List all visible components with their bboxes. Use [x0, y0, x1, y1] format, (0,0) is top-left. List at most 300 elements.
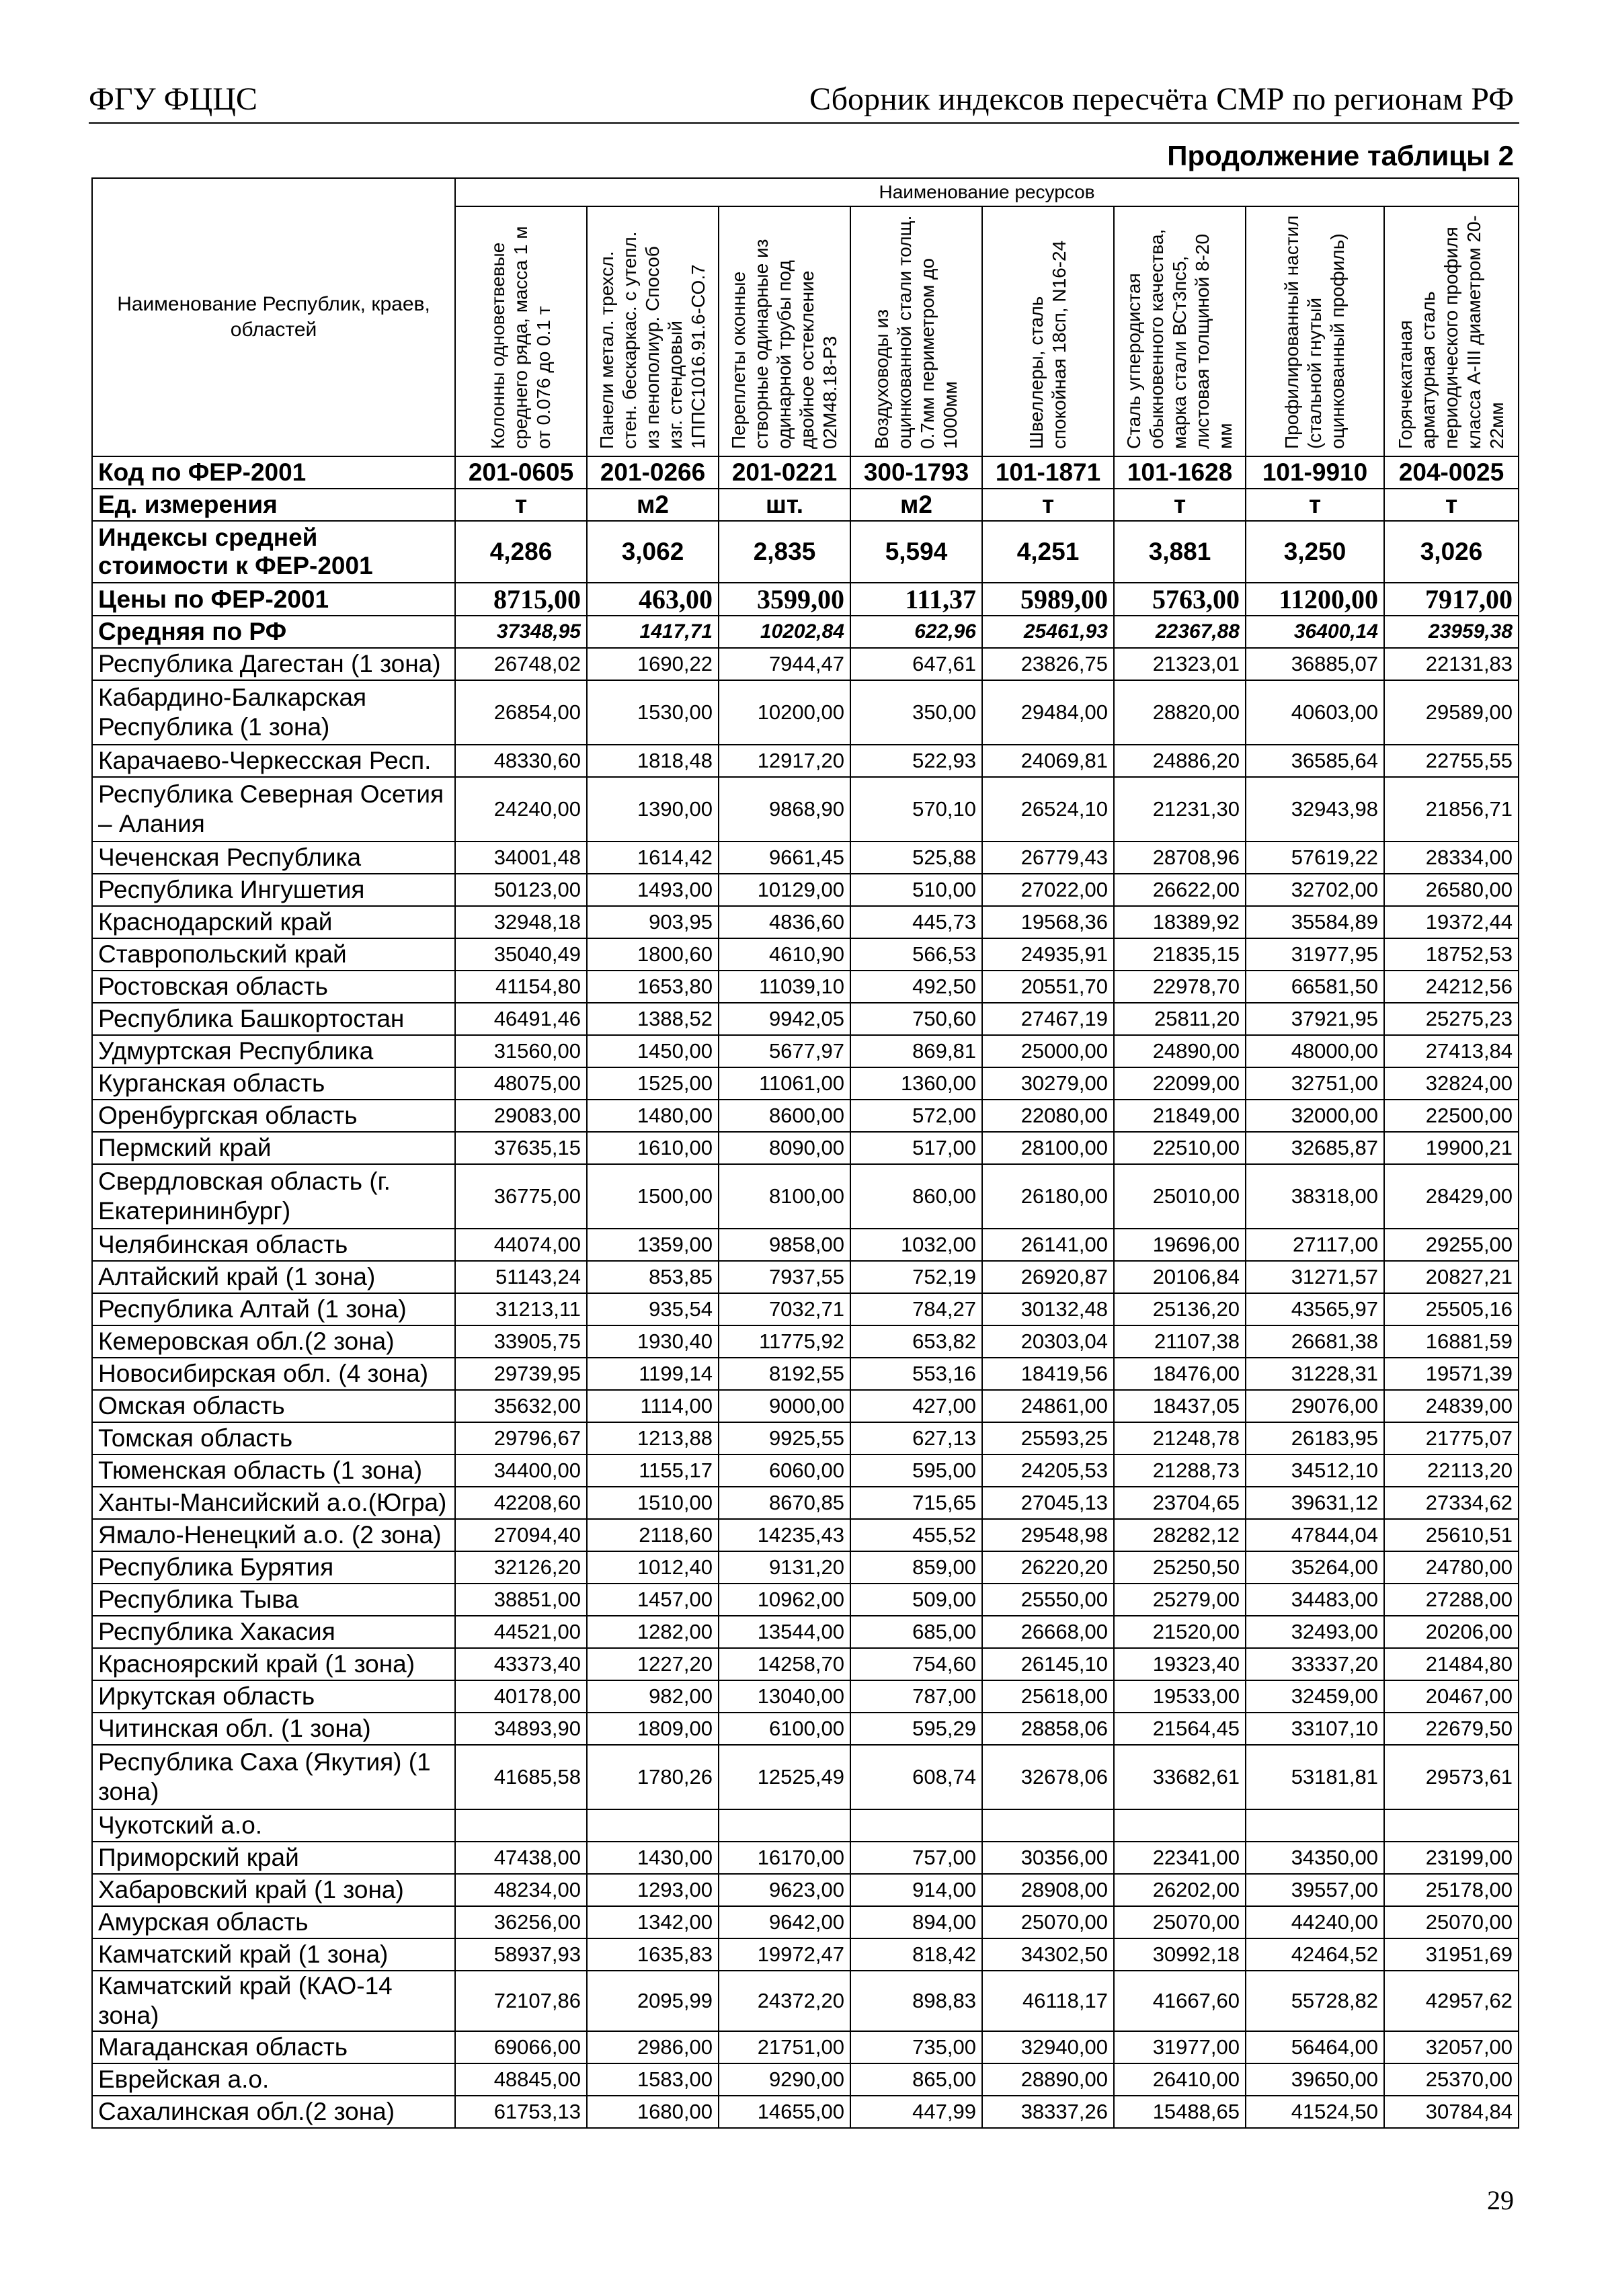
region-name: Краснодарский край — [92, 906, 455, 938]
cell-value: 23199,00 — [1384, 1842, 1519, 1874]
page-number: 29 — [1487, 2185, 1514, 2215]
region-name: Томская область — [92, 1422, 455, 1454]
cell-value: 11775,92 — [719, 1325, 850, 1358]
region-name: Магаданская область — [92, 2031, 455, 2063]
region-name-header: Наименование Республик, краев, областей — [92, 178, 455, 456]
cell-value: 9623,00 — [719, 1874, 850, 1906]
cell-value: 1800,60 — [587, 938, 719, 971]
table-row — [92, 874, 1519, 906]
cell-value: 9642,00 — [719, 1906, 850, 1938]
cell-value: 982,00 — [587, 1680, 719, 1713]
resource-average: 22367,88 — [1114, 616, 1246, 648]
cell-value: 1818,48 — [587, 745, 719, 777]
cell-value: 24069,81 — [982, 745, 1114, 777]
cell-value: 61753,13 — [455, 2096, 587, 2128]
cell-value: 22131,83 — [1384, 648, 1519, 680]
cell-value: 9925,55 — [719, 1422, 850, 1454]
region-name: Ставропольский край — [92, 938, 455, 971]
region-name: Республика Хакасия — [92, 1616, 455, 1648]
cell-value: 11039,10 — [719, 971, 850, 1003]
cell-value: 914,00 — [850, 1874, 982, 1906]
cell-value: 7937,55 — [719, 1261, 850, 1293]
cell-value: 30784,84 — [1384, 2096, 1519, 2128]
resource-unit: т — [1384, 489, 1519, 521]
cell-value: 1780,26 — [587, 1745, 719, 1809]
resource-average: 1417,71 — [587, 616, 719, 648]
cell-value: 18437,05 — [1114, 1390, 1246, 1422]
cell-value: 19323,40 — [1114, 1648, 1246, 1680]
cell-value: 33905,75 — [455, 1325, 587, 1358]
cell-value: 66581,50 — [1246, 971, 1384, 1003]
region-name: Удмуртская Республика — [92, 1035, 455, 1067]
cell-value: 48330,60 — [455, 745, 587, 777]
cell-value: 1614,42 — [587, 842, 719, 874]
cell-value: 19696,00 — [1114, 1229, 1246, 1261]
cell-value: 21484,80 — [1384, 1648, 1519, 1680]
resource-code: 101-9910 — [1246, 456, 1384, 489]
cell-value — [587, 1809, 719, 1842]
cell-value: 35264,00 — [1246, 1551, 1384, 1584]
price-label: Цены по ФЕР-2001 — [92, 583, 455, 616]
resource-unit: т — [1114, 489, 1246, 521]
cell-value: 18419,56 — [982, 1358, 1114, 1390]
cell-value: 43565,97 — [1246, 1293, 1384, 1325]
cell-value: 24780,00 — [1384, 1551, 1519, 1584]
cell-value: 33337,20 — [1246, 1648, 1384, 1680]
cell-value: 42464,52 — [1246, 1938, 1384, 1971]
cell-value: 32126,20 — [455, 1551, 587, 1584]
resource-price: 11200,00 — [1246, 583, 1384, 616]
cell-value: 32940,00 — [982, 2031, 1114, 2063]
region-name: Хабаровский край (1 зона) — [92, 1874, 455, 1906]
cell-value: 18752,53 — [1384, 938, 1519, 971]
table-row — [92, 1454, 1519, 1487]
column-header-text: Панели метал. трехсл. стен. бескаркас. с утепл. из пенополиур. Способ изг. стендовый 1ППС1016.91.6-СО.7 — [596, 231, 709, 449]
cell-value: 22341,00 — [1114, 1842, 1246, 1874]
cell-value: 21288,73 — [1114, 1454, 1246, 1487]
cell-value: 2986,00 — [587, 2031, 719, 2063]
cell-value: 26779,43 — [982, 842, 1114, 874]
cell-value: 566,53 — [850, 938, 982, 971]
column-header — [982, 206, 1114, 456]
cell-value: 570,10 — [850, 777, 982, 842]
cell-value: 22113,20 — [1384, 1454, 1519, 1487]
cell-value: 32493,00 — [1246, 1616, 1384, 1648]
cell-value: 32702,00 — [1246, 874, 1384, 906]
cell-value: 22978,70 — [1114, 971, 1246, 1003]
cell-value: 13040,00 — [719, 1680, 850, 1713]
cell-value: 25136,20 — [1114, 1293, 1246, 1325]
resource-average: 37348,95 — [455, 616, 587, 648]
cell-value — [1246, 1809, 1384, 1842]
cell-value: 15488,65 — [1114, 2096, 1246, 2128]
table-row — [92, 1132, 1519, 1164]
cell-value — [1384, 1809, 1519, 1842]
column-header — [455, 206, 587, 456]
cell-value: 34400,00 — [455, 1454, 587, 1487]
cell-value: 10962,00 — [719, 1584, 850, 1616]
cell-value: 26668,00 — [982, 1616, 1114, 1648]
cell-value: 32459,00 — [1246, 1680, 1384, 1713]
cell-value: 31213,11 — [455, 1293, 587, 1325]
region-name: Чукотский а.о. — [92, 1809, 455, 1842]
resource-index: 2,835 — [719, 521, 850, 583]
cell-value: 19568,36 — [982, 906, 1114, 938]
table-row — [92, 1809, 1519, 1842]
cell-value: 21520,00 — [1114, 1616, 1246, 1648]
resource-average: 25461,93 — [982, 616, 1114, 648]
cell-value: 9868,90 — [719, 777, 850, 842]
column-header-text: Профилированный настил (стальной гнутый оцинкованный профиль) — [1281, 215, 1348, 449]
cell-value: 18476,00 — [1114, 1358, 1246, 1390]
cell-value: 26141,00 — [982, 1229, 1114, 1261]
cell-value: 20827,21 — [1384, 1261, 1519, 1293]
resource-code: 101-1628 — [1114, 456, 1246, 489]
cell-value: 40603,00 — [1246, 680, 1384, 745]
cell-value: 653,82 — [850, 1325, 982, 1358]
cell-value: 14235,43 — [719, 1519, 850, 1551]
cell-value: 859,00 — [850, 1551, 982, 1584]
cell-value: 56464,00 — [1246, 2031, 1384, 2063]
cell-value: 1457,00 — [587, 1584, 719, 1616]
region-name: Республика Дагестан (1 зона) — [92, 648, 455, 680]
cell-value: 36256,00 — [455, 1906, 587, 1938]
code-label: Код по ФЕР-2001 — [92, 456, 455, 489]
cell-value: 10200,00 — [719, 680, 850, 745]
cell-value: 46118,17 — [982, 1971, 1114, 2031]
cell-value: 1388,52 — [587, 1003, 719, 1035]
resource-index: 5,594 — [850, 521, 982, 583]
cell-value: 898,83 — [850, 1971, 982, 2031]
cell-value: 22755,55 — [1384, 745, 1519, 777]
cell-value: 24890,00 — [1114, 1035, 1246, 1067]
table-row — [92, 1487, 1519, 1519]
cell-value: 1653,80 — [587, 971, 719, 1003]
cell-value: 595,29 — [850, 1713, 982, 1745]
cell-value: 20467,00 — [1384, 1680, 1519, 1713]
cell-value: 34302,50 — [982, 1938, 1114, 1971]
cell-value: 572,00 — [850, 1100, 982, 1132]
resource-index: 3,062 — [587, 521, 719, 583]
cell-value: 31951,69 — [1384, 1938, 1519, 1971]
cell-value: 24886,20 — [1114, 745, 1246, 777]
cell-value: 19900,21 — [1384, 1132, 1519, 1164]
cell-value: 1690,22 — [587, 648, 719, 680]
cell-value: 29255,00 — [1384, 1229, 1519, 1261]
cell-value: 7032,71 — [719, 1293, 850, 1325]
cell-value: 30992,18 — [1114, 1938, 1246, 1971]
resources-group-header: Наименование ресурсов — [455, 178, 1519, 206]
cell-value: 28858,06 — [982, 1713, 1114, 1745]
cell-value — [982, 1809, 1114, 1842]
cell-value: 27094,40 — [455, 1519, 587, 1551]
cell-value: 40178,00 — [455, 1680, 587, 1713]
cell-value: 32678,06 — [982, 1745, 1114, 1809]
column-header-text: Горячекатаная арматурная сталь периодического профиля класса А-III диаметром 20-22мм — [1395, 215, 1508, 449]
cell-value: 1342,00 — [587, 1906, 719, 1938]
region-name: Кабардино-Балкарская Республика (1 зона) — [92, 680, 455, 745]
cell-value: 350,00 — [850, 680, 982, 745]
cell-value: 28908,00 — [982, 1874, 1114, 1906]
resource-code: 204-0025 — [1384, 456, 1519, 489]
region-name: Оренбургская область — [92, 1100, 455, 1132]
cell-value: 8192,55 — [719, 1358, 850, 1390]
cell-value: 24212,56 — [1384, 971, 1519, 1003]
cell-value: 685,00 — [850, 1616, 982, 1648]
cell-value: 21248,78 — [1114, 1422, 1246, 1454]
cell-value: 9290,00 — [719, 2063, 850, 2096]
cell-value — [1114, 1809, 1246, 1842]
cell-value: 1390,00 — [587, 777, 719, 842]
cell-value: 26145,10 — [982, 1648, 1114, 1680]
cell-value: 36885,07 — [1246, 648, 1384, 680]
cell-value: 427,00 — [850, 1390, 982, 1422]
cell-value: 1359,00 — [587, 1229, 719, 1261]
cell-value: 787,00 — [850, 1680, 982, 1713]
resource-code: 201-0266 — [587, 456, 719, 489]
cell-value: 32685,87 — [1246, 1132, 1384, 1164]
region-name: Красноярский край (1 зона) — [92, 1648, 455, 1680]
cell-value: 8090,00 — [719, 1132, 850, 1164]
header-title: Сборник индексов пересчёта СМР по регионам РФ — [809, 81, 1514, 117]
region-name: Читинская обл. (1 зона) — [92, 1713, 455, 1745]
cell-value: 24861,00 — [982, 1390, 1114, 1422]
cell-value: 24372,20 — [719, 1971, 850, 2031]
cell-value: 31977,95 — [1246, 938, 1384, 971]
column-header — [1246, 206, 1384, 456]
cell-value: 29484,00 — [982, 680, 1114, 745]
table-row — [92, 1551, 1519, 1584]
avg-label: Средняя по РФ — [92, 616, 455, 648]
cell-value: 25070,00 — [982, 1906, 1114, 1938]
column-header-text: Швеллеры, сталь спокойная 18сп, N16-24 — [1026, 240, 1070, 449]
cell-value: 20551,70 — [982, 971, 1114, 1003]
resource-index: 3,026 — [1384, 521, 1519, 583]
cell-value: 26410,00 — [1114, 2063, 1246, 2096]
cell-value: 30132,48 — [982, 1293, 1114, 1325]
table-row — [92, 2031, 1519, 2063]
cell-value: 30279,00 — [982, 1067, 1114, 1100]
cell-value: 627,13 — [850, 1422, 982, 1454]
cell-value: 1480,00 — [587, 1100, 719, 1132]
resource-index: 4,251 — [982, 521, 1114, 583]
cell-value: 44074,00 — [455, 1229, 587, 1261]
cell-value: 22510,00 — [1114, 1132, 1246, 1164]
cell-value: 1227,20 — [587, 1648, 719, 1680]
region-name: Республика Башкортостан — [92, 1003, 455, 1035]
resource-code: 201-0605 — [455, 456, 587, 489]
cell-value: 32057,00 — [1384, 2031, 1519, 2063]
cell-value: 21231,30 — [1114, 777, 1246, 842]
resource-price: 3599,00 — [719, 583, 850, 616]
cell-value: 1530,00 — [587, 680, 719, 745]
table-row — [92, 1616, 1519, 1648]
cell-value: 447,99 — [850, 2096, 982, 2128]
column-header-text: Сталь угперодистая обыкновенного качества, марка стали ВСт3пс5, листовая толщиной 8-20 мм — [1123, 229, 1236, 449]
cell-value: 1930,40 — [587, 1325, 719, 1358]
cell-value: 32943,98 — [1246, 777, 1384, 842]
cell-value: 26854,00 — [455, 680, 587, 745]
cell-value: 455,52 — [850, 1519, 982, 1551]
region-name: Республика Алтай (1 зона) — [92, 1293, 455, 1325]
cell-value: 32751,00 — [1246, 1067, 1384, 1100]
region-name: Республика Саха (Якутия) (1 зона) — [92, 1745, 455, 1809]
cell-value: 47844,04 — [1246, 1519, 1384, 1551]
table-row — [92, 1906, 1519, 1938]
cell-value: 35040,49 — [455, 938, 587, 971]
cell-value: 26220,20 — [982, 1551, 1114, 1584]
cell-value: 28708,96 — [1114, 842, 1246, 874]
cell-value: 25550,00 — [982, 1584, 1114, 1616]
cell-value: 42957,62 — [1384, 1971, 1519, 2031]
cell-value: 48234,00 — [455, 1874, 587, 1906]
cell-value: 34350,00 — [1246, 1842, 1384, 1874]
cell-value: 41524,50 — [1246, 2096, 1384, 2128]
cell-value: 784,27 — [850, 1293, 982, 1325]
cell-value: 25250,50 — [1114, 1551, 1246, 1584]
cell-value: 47438,00 — [455, 1842, 587, 1874]
cell-value: 20303,04 — [982, 1325, 1114, 1358]
table-row — [92, 1648, 1519, 1680]
resource-price: 463,00 — [587, 583, 719, 616]
table-row — [92, 1390, 1519, 1422]
cell-value: 8670,85 — [719, 1487, 850, 1519]
cell-value: 31228,31 — [1246, 1358, 1384, 1390]
cell-value: 34893,90 — [455, 1713, 587, 1745]
cell-value: 869,81 — [850, 1035, 982, 1067]
cell-value: 69066,00 — [455, 2031, 587, 2063]
cell-value: 43373,40 — [455, 1648, 587, 1680]
cell-value: 33682,61 — [1114, 1745, 1246, 1809]
cell-value: 25000,00 — [982, 1035, 1114, 1067]
cell-value: 1493,00 — [587, 874, 719, 906]
cell-value: 752,19 — [850, 1261, 982, 1293]
cell-value: 37635,15 — [455, 1132, 587, 1164]
region-name: Алтайский край (1 зона) — [92, 1261, 455, 1293]
column-header — [719, 206, 850, 456]
region-name: Омская область — [92, 1390, 455, 1422]
regional-price-index-table — [91, 177, 1519, 2129]
table-row — [92, 1971, 1519, 2031]
resource-index: 3,250 — [1246, 521, 1384, 583]
region-name: Республика Северная Осетия – Алания — [92, 777, 455, 842]
cell-value: 16170,00 — [719, 1842, 850, 1874]
cell-value: 39631,12 — [1246, 1487, 1384, 1519]
column-header — [850, 206, 982, 456]
cell-value: 2118,60 — [587, 1519, 719, 1551]
cell-value: 31977,00 — [1114, 2031, 1246, 2063]
cell-value: 595,00 — [850, 1454, 982, 1487]
cell-value: 735,00 — [850, 2031, 982, 2063]
cell-value: 1680,00 — [587, 2096, 719, 2128]
cell-value: 860,00 — [850, 1164, 982, 1229]
cell-value: 865,00 — [850, 2063, 982, 2096]
table-row — [92, 1261, 1519, 1293]
resource-code: 101-1871 — [982, 456, 1114, 489]
cell-value: 1282,00 — [587, 1616, 719, 1648]
cell-value: 25070,00 — [1384, 1906, 1519, 1938]
table-row — [92, 971, 1519, 1003]
table-row — [92, 1713, 1519, 1745]
cell-value: 26524,10 — [982, 777, 1114, 842]
cell-value: 25370,00 — [1384, 2063, 1519, 2096]
cell-value: 21323,01 — [1114, 648, 1246, 680]
cell-value: 36585,64 — [1246, 745, 1384, 777]
cell-value: 10129,00 — [719, 874, 850, 906]
cell-value — [719, 1809, 850, 1842]
cell-value: 6060,00 — [719, 1454, 850, 1487]
resource-average: 23959,38 — [1384, 616, 1519, 648]
cell-value: 754,60 — [850, 1648, 982, 1680]
cell-value: 25618,00 — [982, 1680, 1114, 1713]
cell-value: 29796,67 — [455, 1422, 587, 1454]
cell-value: 24240,00 — [455, 777, 587, 842]
cell-value — [850, 1809, 982, 1842]
cell-value: 33107,10 — [1246, 1713, 1384, 1745]
region-name: Челябинская область — [92, 1229, 455, 1261]
cell-value: 38851,00 — [455, 1584, 587, 1616]
cell-value: 28100,00 — [982, 1132, 1114, 1164]
cell-value: 26180,00 — [982, 1164, 1114, 1229]
cell-value: 1199,14 — [587, 1358, 719, 1390]
cell-value: 20106,84 — [1114, 1261, 1246, 1293]
cell-value: 29076,00 — [1246, 1390, 1384, 1422]
cell-value: 1500,00 — [587, 1164, 719, 1229]
cell-value: 29739,95 — [455, 1358, 587, 1390]
cell-value: 25070,00 — [1114, 1906, 1246, 1938]
table-row — [92, 1003, 1519, 1035]
table-row — [92, 680, 1519, 745]
region-name: Тюменская область (1 зона) — [92, 1454, 455, 1487]
cell-value: 27413,84 — [1384, 1035, 1519, 1067]
table-row — [92, 1229, 1519, 1261]
table-row — [92, 1680, 1519, 1713]
cell-value: 29548,98 — [982, 1519, 1114, 1551]
cell-value: 1032,00 — [850, 1229, 982, 1261]
cell-value: 1610,00 — [587, 1132, 719, 1164]
cell-value: 1583,00 — [587, 2063, 719, 2096]
cell-value: 25010,00 — [1114, 1164, 1246, 1229]
region-name: Приморский край — [92, 1842, 455, 1874]
cell-value: 19533,00 — [1114, 1680, 1246, 1713]
cell-value: 57619,22 — [1246, 842, 1384, 874]
cell-value: 41154,80 — [455, 971, 587, 1003]
cell-value: 517,00 — [850, 1132, 982, 1164]
region-name: Ростовская область — [92, 971, 455, 1003]
cell-value: 445,73 — [850, 906, 982, 938]
cell-value: 26183,95 — [1246, 1422, 1384, 1454]
cell-value: 37921,95 — [1246, 1003, 1384, 1035]
resource-code: 300-1793 — [850, 456, 982, 489]
cell-value: 4610,90 — [719, 938, 850, 971]
table-row — [92, 1584, 1519, 1616]
cell-value: 48075,00 — [455, 1067, 587, 1100]
cell-value: 1450,00 — [587, 1035, 719, 1067]
cell-value: 38337,26 — [982, 2096, 1114, 2128]
cell-value: 608,74 — [850, 1745, 982, 1809]
region-name: Новосибирская обл. (4 зона) — [92, 1358, 455, 1390]
cell-value: 853,85 — [587, 1261, 719, 1293]
region-name: Иркутская область — [92, 1680, 455, 1713]
cell-value: 36775,00 — [455, 1164, 587, 1229]
resource-price: 8715,00 — [455, 583, 587, 616]
resource-average: 36400,14 — [1246, 616, 1384, 648]
table-row — [92, 1100, 1519, 1132]
table-row — [92, 648, 1519, 680]
region-name: Карачаево-Черкесская Респ. — [92, 745, 455, 777]
resource-unit: м2 — [850, 489, 982, 521]
table-row — [92, 1938, 1519, 1971]
